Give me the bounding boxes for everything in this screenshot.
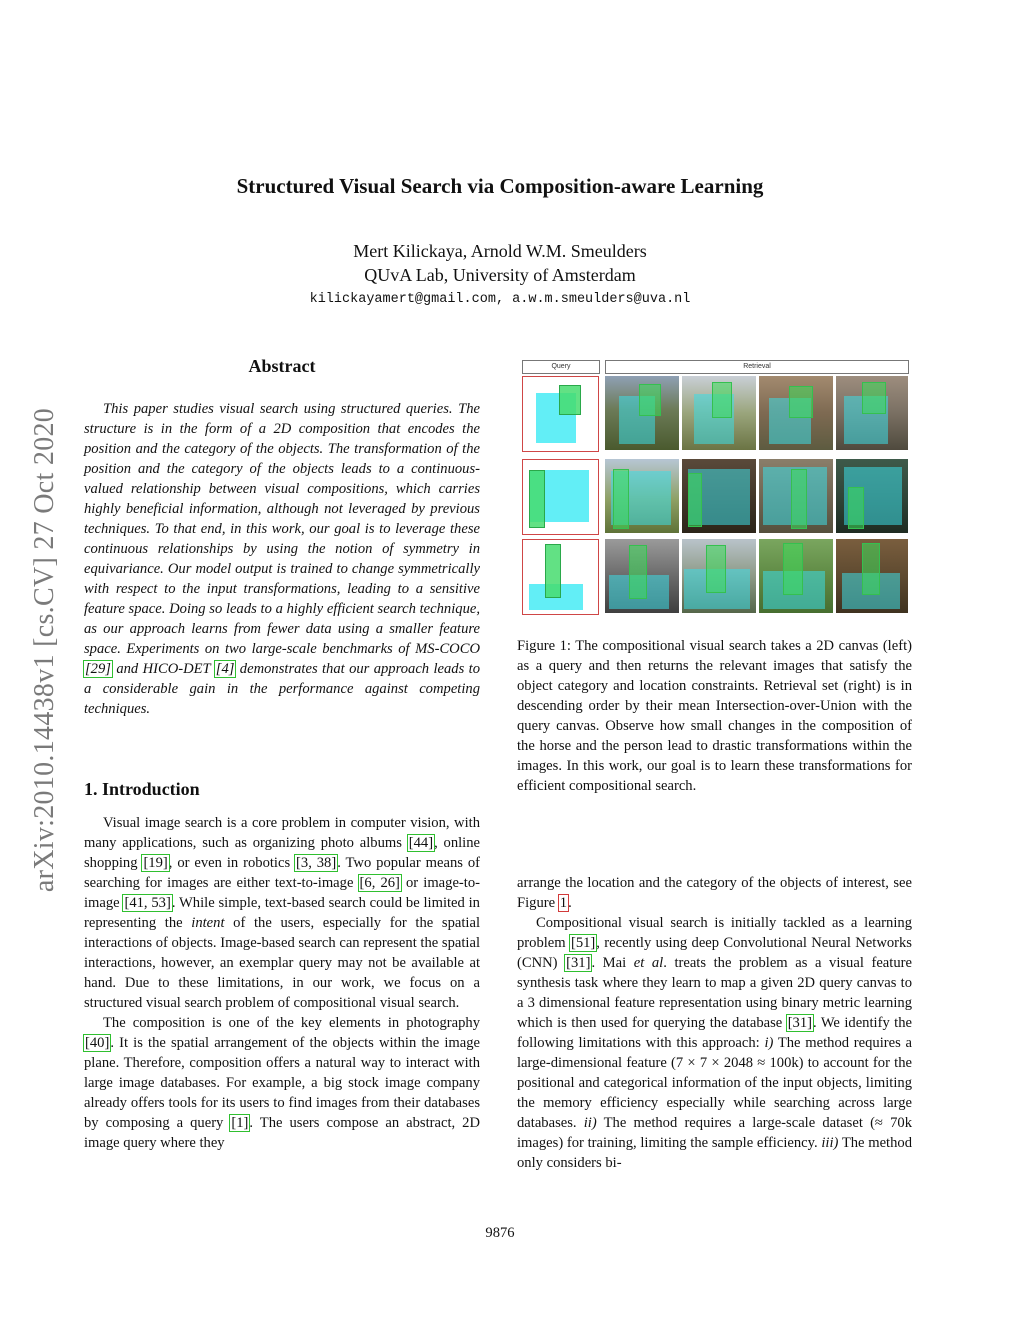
retrieved-image <box>759 376 833 450</box>
retrieved-image <box>682 459 756 533</box>
paper-title: Structured Visual Search via Composition-aware Learning <box>236 174 764 198</box>
retrieved-image <box>682 376 756 450</box>
figure-1-caption: Figure 1: The compositional visual search takes a 2D canvas (left) as a query and then returns the relevant images that satisfy the object category and location constraints. Retrieval set (right) is in descending order by their mean Intersection-over-Union with the query canvas. Observe how small changes in the composition of the horse and the person lead to drastic transformations within the images. In this work, our goal is to learn these transformations for efficient compositional search. <box>517 638 912 794</box>
figure-link[interactable]: 1 <box>559 895 568 911</box>
paper-affiliation: QUvA Lab, University of Amsterdam <box>364 265 636 285</box>
person-box <box>529 470 545 528</box>
paper-emails: kilickayamert@gmail.com, a.w.m.smeulders@uva.nl <box>309 292 691 307</box>
retrieved-image <box>759 459 833 533</box>
query-canvas <box>522 376 599 452</box>
query-label-bar: Query <box>522 360 600 374</box>
citation-link[interactable]: [51] <box>570 935 596 951</box>
citation-link[interactable]: [41, 53] <box>124 895 171 911</box>
citation-link[interactable]: [1] <box>231 1115 249 1131</box>
intro-paragraph-1: Visual image search is a core problem in computer vision, with many applications, such as organizing photo albums [44], online shopping [19], or even in robotics [3, 38]. Two popular means of searching for images are either text-to-image [6, 26] or image-to-image [41, 53]. While simple, text-based search could be limited in representing the intent of the users, especially for the spatial interactions of objects. Image-based search can represent the spatial interactions, however, an exemplar query may not be available at hand. Due to these limitations, in our work, we focus on a structured visual search problem of compositional visual search. <box>84 815 481 1011</box>
paper-authors: Mert Kilickaya, Arnold W.M. Smeulders <box>353 241 647 261</box>
retrieved-image <box>605 539 679 613</box>
retrieved-image <box>836 459 908 533</box>
citation-link[interactable]: [19] <box>143 855 168 871</box>
person-box <box>545 544 561 598</box>
retrieval-label-bar: Retrieval <box>605 360 909 374</box>
introduction-body <box>84 813 480 1153</box>
query-canvas <box>522 459 599 535</box>
retrieved-image <box>759 539 833 613</box>
arxiv-id: arXiv:2010.14438v1 [cs.CV] 27 Oct 2020 <box>29 407 60 893</box>
citation-link[interactable]: [31] <box>566 955 591 971</box>
abstract-text: This paper studies visual search using structured queries. The structure is in the form of a 2D composition that encodes the position and the category of the objects. The transformation of the position and the category of the objects leads to a continuous-valued relationship between visual compositions, which carries highly beneficial information, although not leveraged by previous techniques. To that end, in this work, our goal is to leverage these continuous relationships by using the notion of symmetry in equivariance. Our model output is trained to change symmetrically with respect to the input transformations, leading to a sensitive feature space. Doing so leads to a highly efficient search technique, as our approach learns from fewer data using a smaller feature space. Experiments on two large-scale benchmarks of MS-COCO [29] and HICO-DET [4] demonstrates that our approach leads to a considerable gain in the performance against competing techniques. <box>84 401 480 717</box>
retrieved-image <box>836 376 908 450</box>
right-column-body <box>517 873 912 1173</box>
retrieved-image <box>682 539 756 613</box>
query-canvas <box>522 539 599 615</box>
citation-link[interactable]: [6, 26] <box>359 875 400 891</box>
intro-paragraph-2: The composition is one of the key elements in photography [40]. It is the spatial arrangement of the objects within the image plane. Therefore, composition offers a natural way to interact with large image databases. For example, a big stock image company already offers tools for its users to find images from their databases by composing a query [1]. The users compose an abstract, 2D image query where they <box>84 1015 480 1151</box>
abstract-heading: Abstract <box>248 356 316 376</box>
horse-box <box>559 385 581 415</box>
introduction-heading: 1. Introduction <box>84 779 200 799</box>
citation-link[interactable]: [4] <box>215 661 235 677</box>
citation-link[interactable]: [44] <box>408 835 434 851</box>
citation-link[interactable]: [40] <box>85 1035 110 1051</box>
citation-link[interactable]: [29] <box>85 661 111 677</box>
retrieved-image <box>605 459 679 533</box>
retrieved-image <box>836 539 908 613</box>
right-paragraph-2: Compositional visual search is initially tackled as a learning problem [51], recently using deep Convolutional Neural Networks (CNN) [31]. Mai et al. treats the problem as a visual feature synthesis task where they learn to map a given 2D query canvas to a 3 dimensional feature representation using binary metric learning which is then used for querying the database [31]. We identify the following limitations with this approach: i) The method requires a large-dimensional feature (7 × 7 × 2048 ≈ 100k) to account for the positional and categorical information of the input objects, limiting the memory efficiency especially while searching across large databases. ii) The method requires a large-scale dataset (≈ 70k images) for training, limiting the sample efficiency. iii) The method only considers bi- <box>517 915 913 1171</box>
citation-link[interactable]: [3, 38] <box>296 855 337 871</box>
figure-1 <box>522 358 912 618</box>
right-paragraph-1: arrange the location and the category of the objects of interest, see Figure 1. <box>517 875 912 911</box>
retrieved-image <box>605 376 679 450</box>
page-number: 9876 <box>485 1225 515 1241</box>
citation-link[interactable]: [31] <box>787 1015 813 1031</box>
